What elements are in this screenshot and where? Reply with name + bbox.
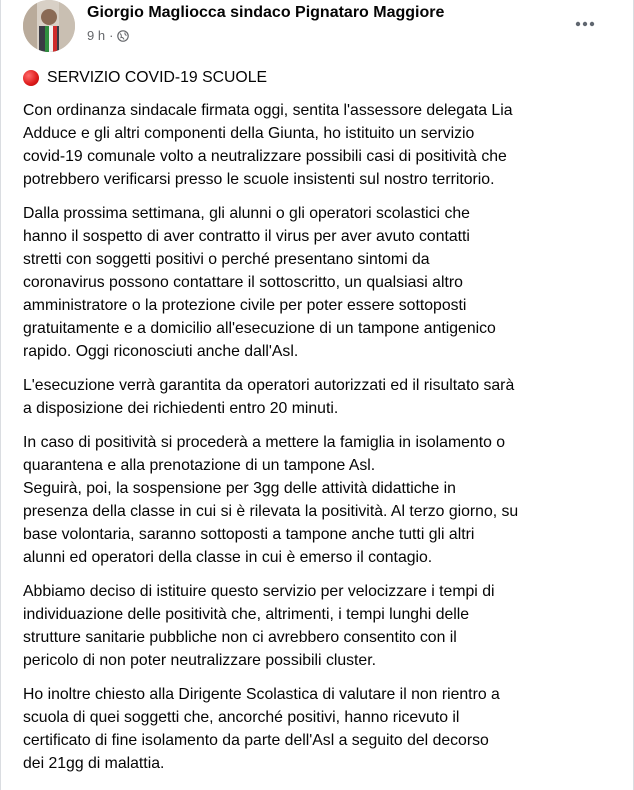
paragraph-line: L'esecuzione verrà garantita da operatori autorizzati ed il risultato sarà [23,377,515,394]
paragraph-line: strutture sanitarie pubbliche non ci avrebbero consentito con il [23,629,457,646]
paragraph-line: Dalla prossima settimana, gli alunni o gli operatori scolastici che [23,205,470,222]
post-paragraph [23,580,619,672]
post-title-line [23,66,619,89]
paragraph-line: individuazione delle positività che, altrimenti, i tempi lunghi delle [23,606,470,623]
paragraph-line: a disposizione dei richiedenti entro 20 minuti. [23,400,339,417]
red-circle-icon [23,70,39,86]
paragraph-line: presenza della classe in cui si è rilevata la positività. Al terzo giorno, su [23,503,519,520]
post-paragraphs [23,99,619,775]
paragraph-line: amministratore o la protezione civile per poter essere sottoposti [23,297,467,314]
post-header [1,0,633,56]
paragraph-line: hanno il sospetto di aver contratto il virus per aver avuto contatti [23,228,470,245]
paragraph-line: In caso di positività si procederà a mettere la famiglia in isolamento o [23,434,506,451]
paragraph-line: rapido. Oggi riconosciuti anche dall'Asl. [23,343,299,360]
paragraph-line: Seguirà, poi, la sospensione per 3gg delle attività didattiche in [23,480,456,497]
more-options-button[interactable] [567,12,603,36]
paragraph-line: pericolo di non poter neutralizzare possibili cluster. [23,652,376,669]
post-meta [87,28,129,44]
paragraph-line: dei 21gg di malattia. [23,755,165,772]
paragraph-line: stretti con soggetti positivi o perché presentano sintomi da [23,251,430,268]
paragraph-line: covid-19 comunale volto a neutralizzare possibili casi di positività che [23,148,507,165]
paragraph-line: Ho inoltre chiesto alla Dirigente Scolastica di valutare il non rientro a [23,686,500,703]
avatar[interactable] [23,0,75,52]
paragraph-line: quarantena e alla prenotazione di un tampone Asl. [23,457,376,474]
more-options-icon [575,21,595,27]
meta-separator: · [109,28,114,43]
paragraph-line: Con ordinanza sindacale firmata oggi, sentita l'assessore delegata Lia [23,102,513,119]
post-time[interactable]: 9 h [87,28,106,43]
globe-icon[interactable] [117,30,129,42]
author-name[interactable]: Giorgio Magliocca sindaco Pignataro Maggiore [87,4,445,21]
paragraph-line: alunni ed operatori della classe in cui è emerso il contagio. [23,549,433,566]
post-paragraph [23,202,619,363]
paragraph-line: Abbiamo deciso di istituire questo servizio per velocizzare i tempi di [23,583,495,600]
post-paragraph [23,374,619,420]
post-body [23,66,619,786]
post-paragraph [23,99,619,191]
paragraph-line: Adduce e gli altri componenti della Giunta, ho istituito un servizio [23,125,475,142]
post-title: SERVIZIO COVID-19 SCUOLE [47,69,268,86]
paragraph-line: gratuitamente e a domicilio all'esecuzione di un tampone antigenico [23,320,496,337]
paragraph-line: potrebbero verificarsi presso le scuole insistenti sul nostro territorio. [23,171,495,188]
paragraph-line: coronavirus possono contattare il sottoscritto, un qualsiasi altro [23,274,463,291]
post-paragraph [23,431,619,569]
paragraph-line: base volontaria, saranno sottoposti a tampone anche tutti gli altri [23,526,475,543]
post-paragraph [23,683,619,775]
paragraph-line: scuola di quei soggetti che, ancorché positivi, hanno ricevuto il [23,709,460,726]
paragraph-line: certificato di fine isolamento da parte dell'Asl a seguito del decorso [23,732,489,749]
avatar-photo [23,0,75,52]
